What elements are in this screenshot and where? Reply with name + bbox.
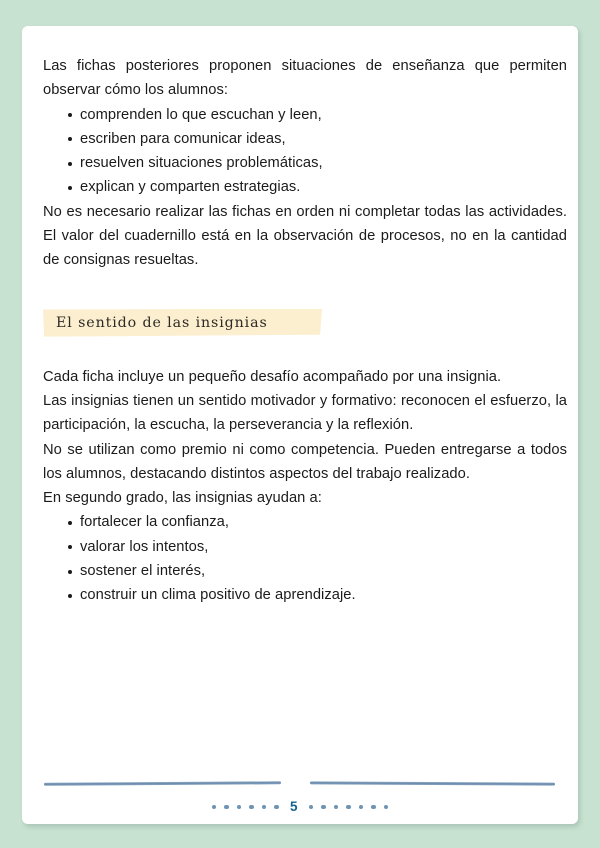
- footer-dot: [321, 805, 326, 810]
- footer-dots-right: [309, 805, 389, 810]
- list-item: explican y comparten estrategias.: [43, 175, 567, 199]
- section-paragraph-1: Cada ficha incluye un pequeño desafío acompañado por una insignia.: [43, 368, 502, 385]
- footer-dot: [334, 805, 339, 810]
- footer-dot: [224, 805, 229, 810]
- section-heading-text: El sentido de las insignias: [56, 314, 268, 331]
- page-footer: [22, 778, 578, 824]
- list-item: resuelven situaciones problemáticas,: [43, 151, 567, 175]
- section-paragraph-3: No se utilizan como premio ni como competencia. Pueden entregarse a todos los alumnos, destacando distintos aspectos del trabajo realizado.: [43, 441, 567, 482]
- intro-paragraph: Las fichas posteriores proponen situaciones de enseñanza que permiten observar cómo los alumnos:: [43, 58, 567, 99]
- footer-dot: [249, 805, 254, 810]
- footer-dot: [309, 805, 314, 810]
- document-page: [22, 26, 578, 824]
- footer-rule-right: [310, 781, 555, 785]
- intro-bullet-list: [43, 103, 567, 200]
- page-content: [43, 54, 567, 608]
- footer-dot: [359, 805, 364, 810]
- footer-dot: [346, 805, 351, 810]
- closing-paragraph: No es necesario realizar las fichas en orden ni completar todas las actividades. El valor del cuadernillo está en la observación de procesos, no en la cantidad de consignas resueltas.: [43, 203, 567, 269]
- list-item: fortalecer la confianza,: [43, 510, 567, 534]
- footer-dot: [262, 805, 267, 810]
- section-paragraph-2: Las insignias tienen un sentido motivador y formativo: reconocen el esfuerzo, la participación, la escucha, la perseverancia y la reflexión.: [43, 392, 567, 434]
- list-item: comprenden lo que escuchan y leen,: [43, 103, 567, 127]
- list-item: valorar los intentos,: [43, 535, 567, 559]
- footer-dots-left: [212, 805, 279, 810]
- section-heading: [43, 309, 567, 339]
- footer-dot: [371, 805, 376, 810]
- list-item: sostener el interés,: [43, 559, 567, 583]
- footer-dot: [237, 805, 242, 810]
- footer-rule-left: [44, 781, 281, 785]
- page-number: 5: [289, 799, 298, 814]
- footer-dot: [274, 805, 279, 810]
- page-number-group: [22, 800, 578, 814]
- list-item: construir un clima positivo de aprendizaje.: [43, 583, 567, 607]
- section-bullet-list: [43, 510, 567, 607]
- footer-dot: [212, 805, 217, 810]
- section-paragraph-4: En segundo grado, las insignias ayudan a:: [43, 490, 322, 507]
- list-item: escriben para comunicar ideas,: [43, 127, 567, 151]
- footer-dot: [384, 805, 389, 810]
